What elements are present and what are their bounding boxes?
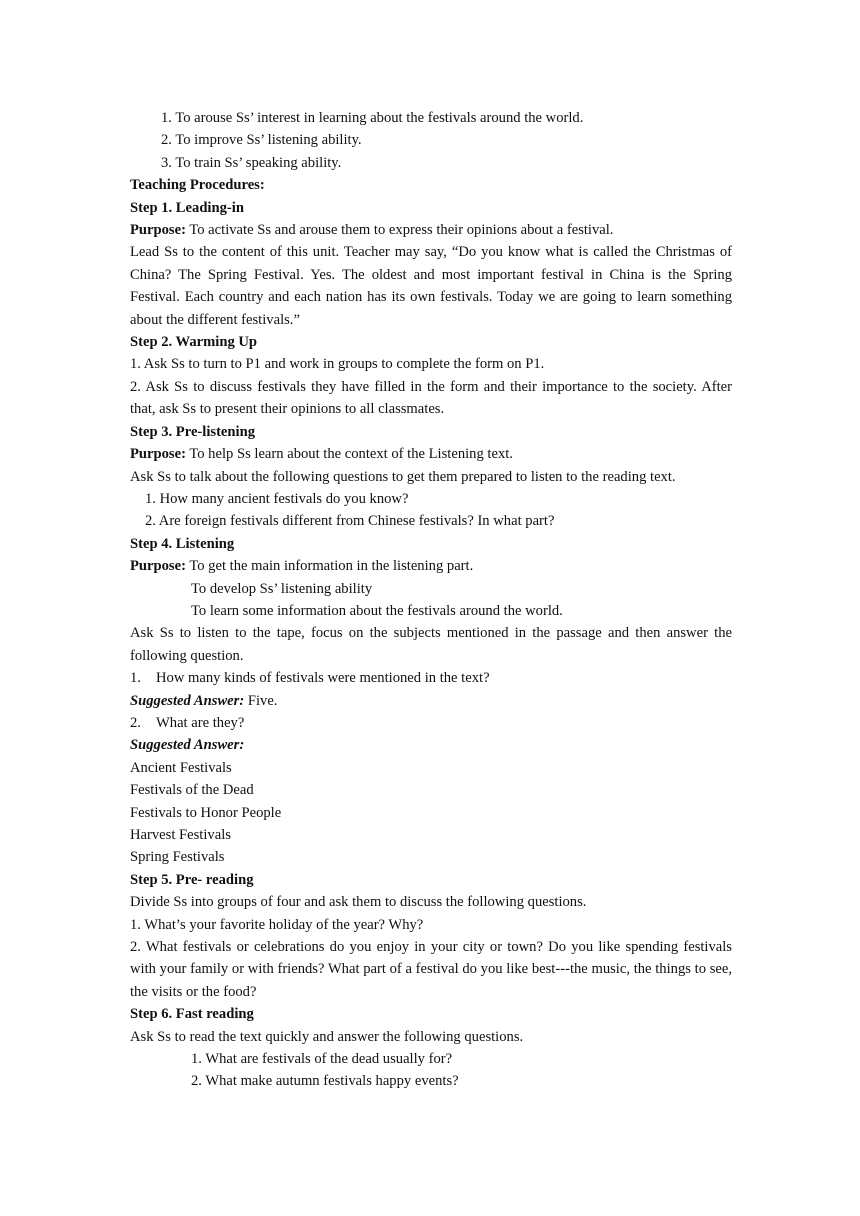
step5-title: Step 5. Pre- reading [130, 871, 254, 888]
step4-purpose-line-2: To develop Ss’ listening ability [191, 580, 373, 597]
purpose-label: Purpose: [130, 222, 186, 239]
question-text: What are they? [156, 714, 245, 731]
step4-purpose-text: To get the main information in the listening part. [185, 558, 474, 575]
step4-answer-1 [130, 690, 732, 712]
step2-item-1: 1. Ask Ss to turn to P1 and work in groups to complete the form on P1. [130, 356, 545, 373]
answer-text: Five. [244, 692, 278, 709]
procedures-heading: Teaching Procedures: [130, 177, 265, 194]
step4-purpose-line-3: To learn some information about the festivals around the world. [191, 602, 563, 619]
objective-3: 3. To train Ss’ speaking ability. [161, 154, 342, 171]
step4-title: Step 4. Listening [130, 535, 235, 552]
step3-question-1: 1. How many ancient festivals do you know? [145, 490, 409, 507]
answer-label: Suggested Answer: [130, 692, 245, 709]
answer-item: Ancient Festivals [130, 759, 232, 776]
step5-item-2: 2. What festivals or celebrations do you enjoy in your city or town? Do you like spending festivals with your family or with friends? What part of a festival do you like best---the music, the things to see, the visits or the food? [130, 939, 732, 1000]
step3-intro: Ask Ss to talk about the following questions to get them prepared to listen to the reading text. [130, 468, 676, 485]
step3-title: Step 3. Pre-listening [130, 423, 255, 440]
step4-intro: Ask Ss to listen to the tape, focus on the subjects mentioned in the passage and then answer the following question. [130, 625, 732, 664]
purpose-label: Purpose: [130, 558, 186, 575]
answer-item: Festivals to Honor People [130, 804, 282, 821]
answer-item: Festivals of the Dead [130, 782, 254, 799]
step6-question-1: 1. What are festivals of the dead usually for? [191, 1051, 453, 1068]
step3-purpose-text: To help Ss learn about the context of the Listening text. [185, 446, 513, 463]
answer-item: Spring Festivals [130, 849, 225, 866]
lesson-plan-content [130, 107, 732, 1093]
step4-answer-2-label: Suggested Answer: [130, 737, 245, 754]
step5-item-1: 1. What’s your favorite holiday of the year? Why? [130, 916, 424, 933]
step5-intro: Divide Ss into groups of four and ask them to discuss the following questions. [130, 894, 587, 911]
purpose-label: Purpose: [130, 446, 186, 463]
step1-purpose-text: To activate Ss and arouse them to express their opinions about a festival. [185, 222, 614, 239]
step1-purpose [130, 219, 732, 241]
step6-question-2: 2. What make autumn festivals happy events? [191, 1073, 459, 1090]
question-number: 1. [130, 670, 141, 687]
question-number: 2. [130, 714, 141, 731]
step2-title: Step 2. Warming Up [130, 334, 258, 351]
objective-1: 1. To arouse Ss’ interest in learning about the festivals around the world. [161, 110, 584, 126]
answer-item: Harvest Festivals [130, 827, 231, 843]
step6-title: Step 6. Fast reading [130, 1006, 254, 1023]
step3-question-2: 2. Are foreign festivals different from Chinese festivals? In what part? [145, 513, 555, 530]
question-text: How many kinds of festivals were mentioned in the text? [156, 670, 490, 687]
step6-intro: Ask Ss to read the text quickly and answer the following questions. [130, 1028, 524, 1045]
step3-purpose [130, 443, 732, 465]
step4-question-2 [130, 712, 732, 734]
objective-2: 2. To improve Ss’ listening ability. [161, 132, 362, 149]
step1-title: Step 1. Leading-in [130, 199, 244, 216]
step1-body: Lead Ss to the content of this unit. Teacher may say, “Do you know what is called the Christmas of China? The Spring Festival. Yes. The oldest and most important festival in China is the Spring Festival. Each country and each nation has its own festivals. Today we are going to learn something about the different festivals.” [130, 244, 732, 328]
step4-purpose [130, 555, 732, 577]
step4-question-1 [130, 667, 732, 689]
step2-item-2: 2. Ask Ss to discuss festivals they have filled in the form and their importance to the society. After that, ask Ss to present their opinions to all classmates. [130, 378, 732, 418]
